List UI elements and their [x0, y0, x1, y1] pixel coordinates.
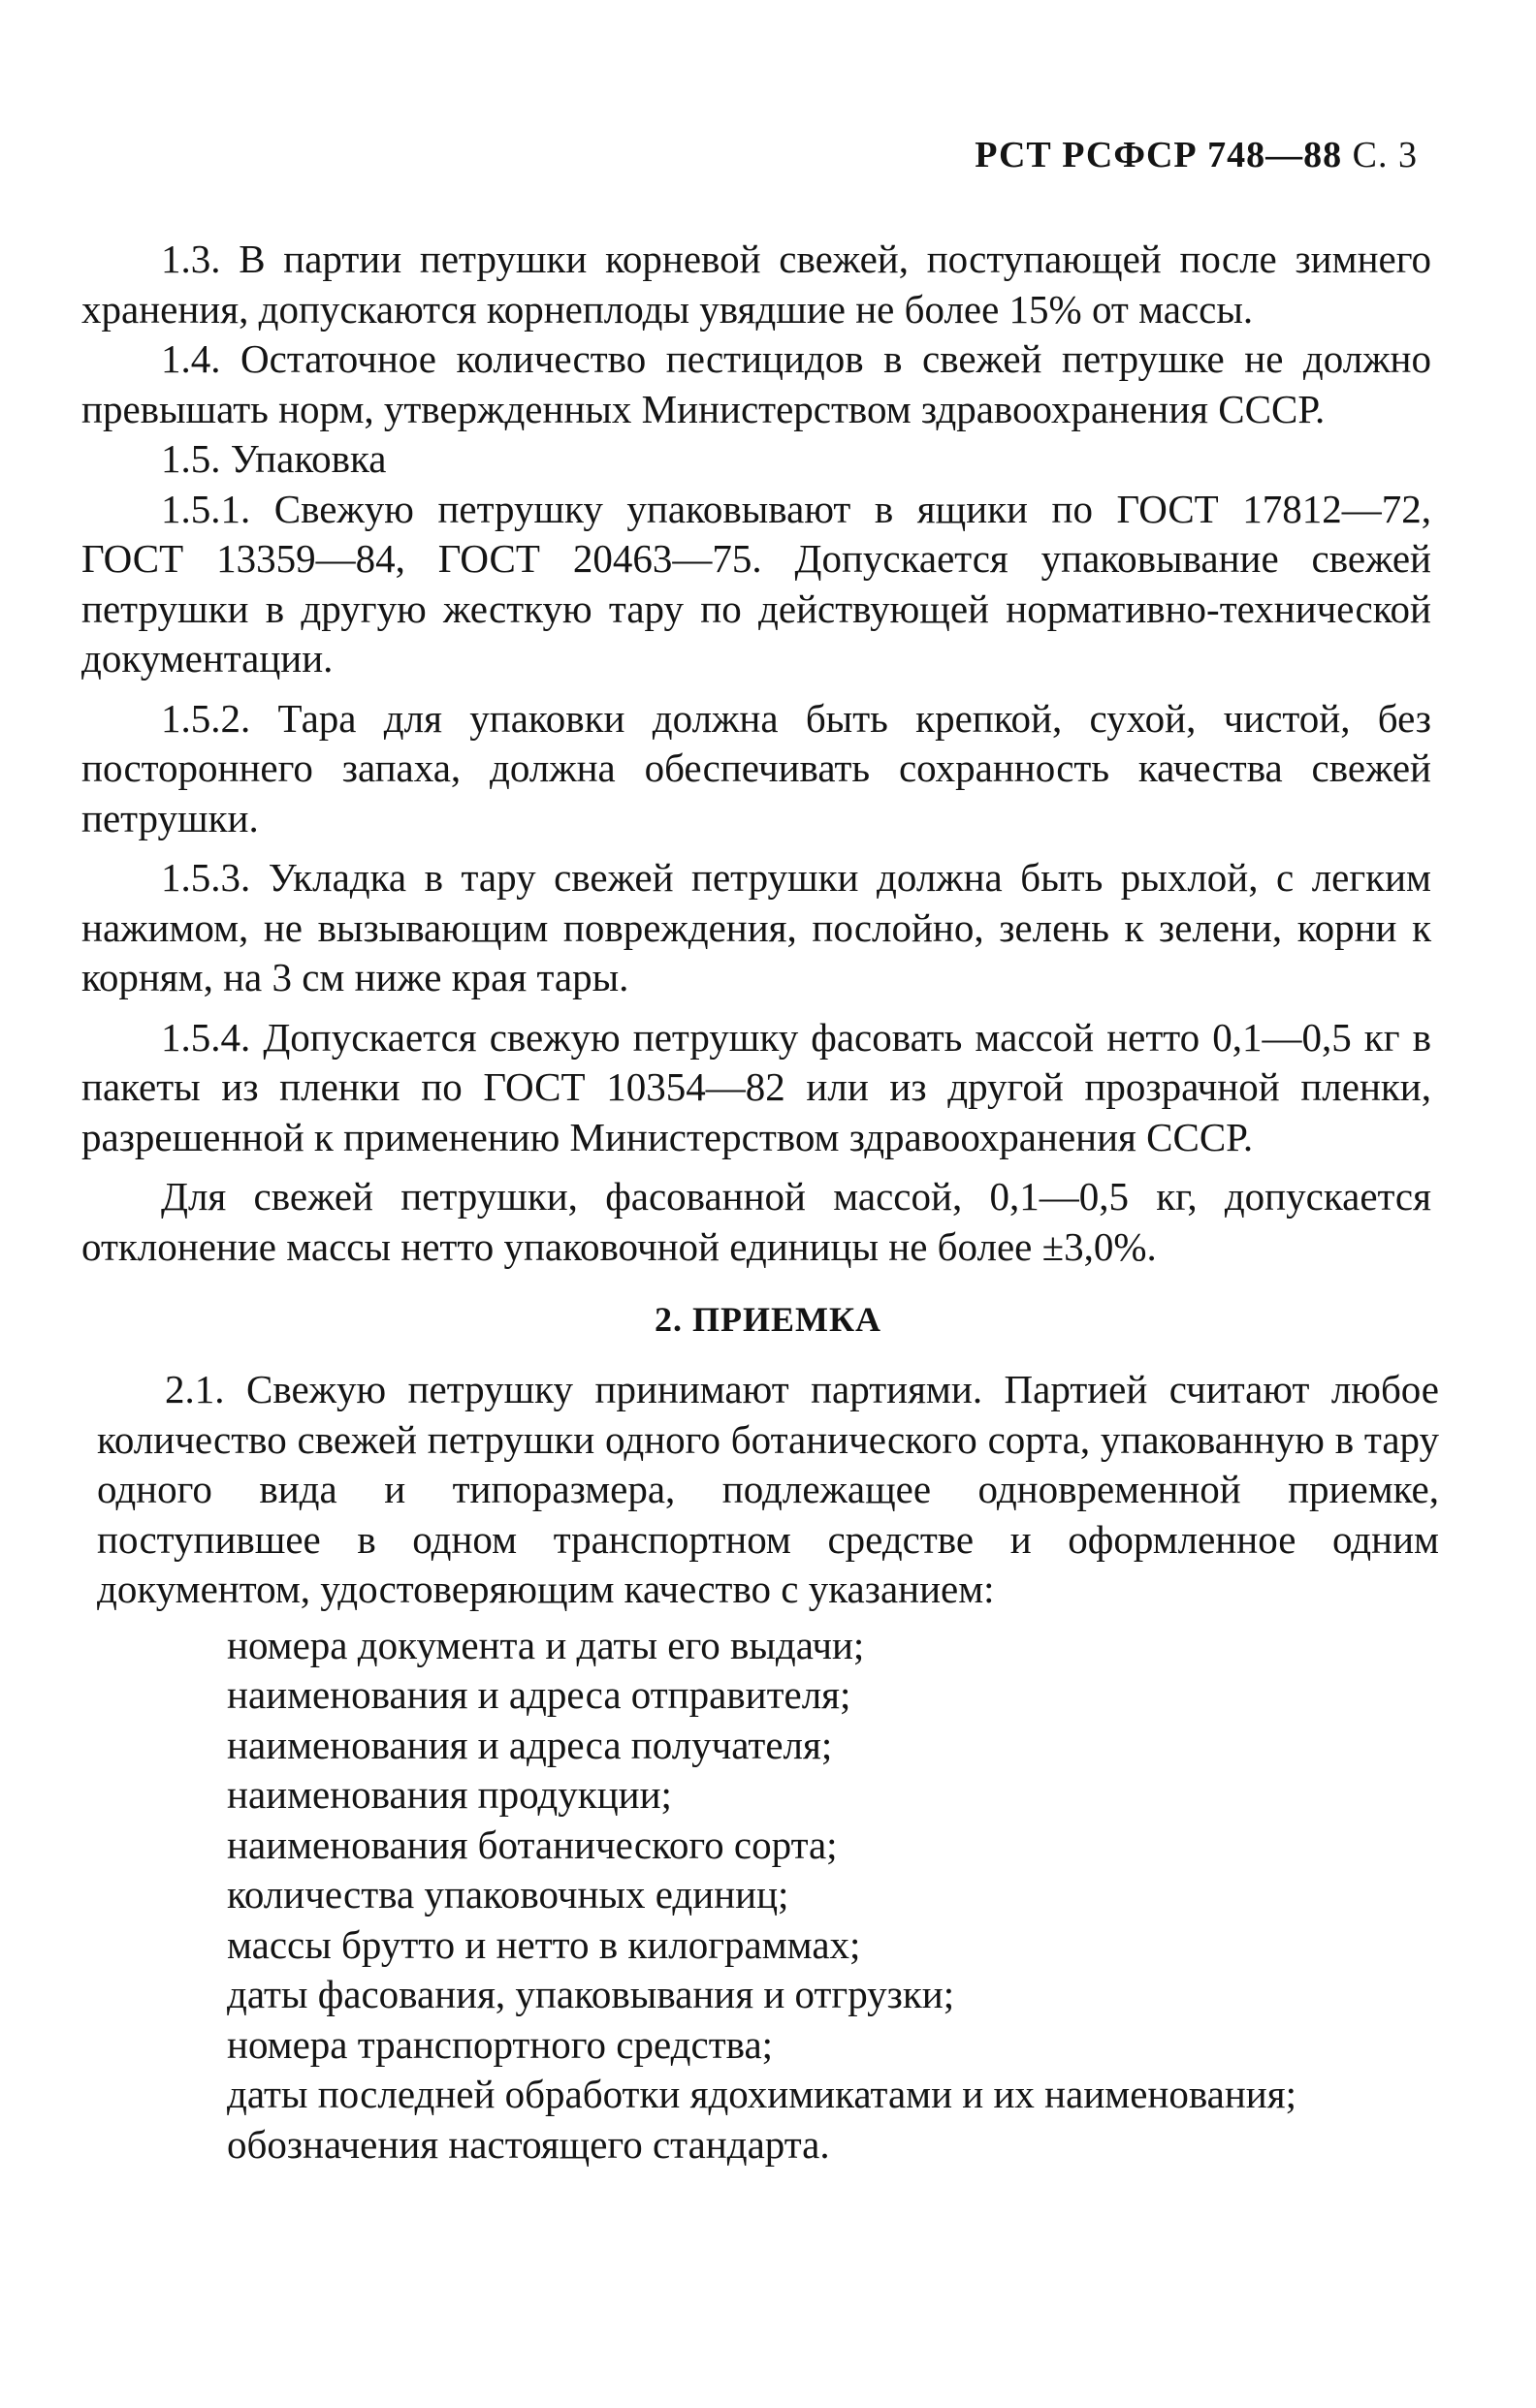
requisites-list	[97, 1621, 1439, 2170]
page-number: С. 3	[1352, 135, 1418, 175]
paragraph-1-5-1: 1.5.1. Свежую петрушку упаковывают в ящики по ГОСТ 17812—72, ГОСТ 13359—84, ГОСТ 20463—75. Допускается упаковывание свежей петрушки в другую жесткую тару по действующей нормативно-технической документации.	[81, 486, 1431, 681]
paragraph-1-4: 1.4. Остаточное количество пестицидов в свежей петрушке не должно превышать норм, утвержденных Министерством здравоохранения СССР.	[81, 336, 1431, 431]
paragraph-2-1: 2.1. Свежую петрушку принимают партиями. Партией считают любое количество свежей петрушки одного ботанического сорта, упакованную в тару одного вида и типоразмера, подлежащее одновременной приемке, поступившее в одном транспортном средстве и оформленное одним документом, удостоверяющим качество с указанием:	[97, 1367, 1439, 1611]
section-2-title: 2. ПРИЕМКА	[654, 1300, 882, 1339]
list-item: наименования ботанического сорта;	[227, 1822, 838, 1867]
section-2-body	[97, 1300, 1439, 2170]
list-item: наименования и адреса отправителя;	[227, 1672, 851, 1717]
list-item: наименования и адреса получателя;	[227, 1722, 833, 1767]
paragraph-1-5-3: 1.5.3. Укладка в тару свежей петрушки должна быть рыхлой, с легким нажимом, не вызывающим повреждения, послойно, зелень к зелени, корни к корням, на 3 см ниже края тары.	[81, 855, 1431, 999]
list-item: номера документа и даты его выдачи;	[227, 1622, 865, 1667]
list-item: даты фасования, упаковывания и отгрузки;	[227, 1972, 955, 2016]
list-item: номера транспортного средства;	[227, 2021, 774, 2067]
standard-code: РСТ РСФСР 748—88	[975, 135, 1343, 175]
paragraph-1-5: 1.5. Упаковка	[161, 436, 387, 481]
list-item: количества упаковочных единиц;	[227, 1872, 789, 1917]
paragraph-1-3: 1.3. В партии петрушки корневой свежей, поступающей после зимнего хранения, допускаются корнеплоды увядшие не более 15% от массы.	[81, 237, 1431, 332]
page-header	[975, 134, 1418, 176]
list-item: наименования продукции;	[227, 1772, 672, 1817]
list-item: даты последней обработки ядохимикатами и их наименования;	[227, 2072, 1296, 2116]
paragraph-1-5-4: 1.5.4. Допускается свежую петрушку фасовать массой нетто 0,1—0,5 кг в пакеты из пленки по ГОСТ 10354—82 или из другой прозрачной пленки, разрешенной к применению Министерством здравоохранения СССР.	[81, 1014, 1431, 1159]
list-item: массы брутто и нетто в килограммах;	[227, 1921, 861, 1967]
paragraph-1-5-2: 1.5.2. Тара для упаковки должна быть крепкой, сухой, чистой, без постороннего запаха, должна обеспечивать сохранность качества свежей петрушки.	[81, 695, 1431, 840]
list-item: обозначения настоящего стандарта.	[227, 2121, 830, 2167]
paragraph-tolerance: Для свежей петрушки, фасованной массой, 0,1—0,5 кг, допускается отклонение массы нетто упаковочной единицы не более ±3,0%.	[81, 1174, 1431, 1269]
section-1-body	[81, 235, 1431, 1272]
